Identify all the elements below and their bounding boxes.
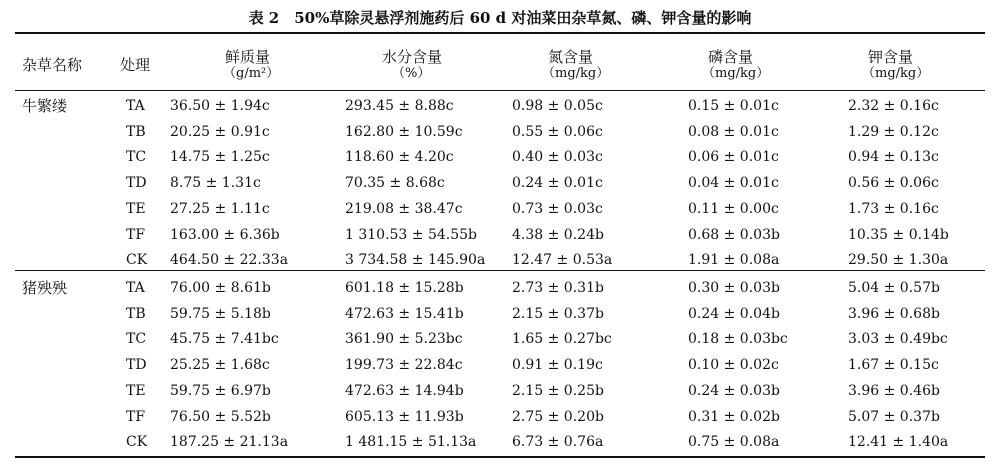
value-cell-water: 219.08 ± 38.47c	[345, 200, 463, 217]
value-cell-p: 0.04 ± 0.01c	[688, 175, 779, 192]
value-cell-k: 2.32 ± 0.16c	[848, 98, 939, 114]
header-3: 水分含量	[382, 48, 443, 66]
value-cell-n: 2.73 ± 0.31b	[512, 280, 604, 296]
value-cell-k: 3.96 ± 0.46b	[848, 382, 940, 399]
value-cell-k: 1.29 ± 0.12c	[848, 123, 939, 140]
value-cell-water: 605.13 ± 11.93b	[345, 408, 464, 425]
value-cell-p: 0.24 ± 0.03b	[688, 382, 780, 399]
treatment-cell: TC	[126, 149, 147, 166]
value-cell-p: 0.75 ± 0.08a	[688, 434, 780, 451]
value-cell-n: 6.73 ± 0.76a	[512, 434, 604, 451]
value-cell-water: 162.80 ± 10.59c	[345, 123, 463, 140]
value-cell-fresh: 27.25 ± 1.11c	[170, 200, 270, 217]
value-cell-p: 1.91 ± 0.08a	[688, 252, 780, 269]
value-cell-k: 0.56 ± 0.06c	[848, 175, 939, 192]
header-5: 磷含量	[708, 48, 754, 66]
treatment-cell: CK	[126, 252, 148, 269]
table-caption: 表 2 50%草除灵悬浮剂施药后 60 d 对油菜田杂草氮、磷、钾含量的影响	[248, 9, 752, 27]
value-cell-water: 472.63 ± 14.94b	[345, 382, 464, 399]
value-cell-k: 5.07 ± 0.37b	[848, 408, 940, 425]
value-cell-n: 2.15 ± 0.37b	[512, 305, 604, 322]
treatment-cell: TB	[126, 123, 146, 140]
value-cell-p: 0.11 ± 0.00c	[688, 200, 779, 217]
value-cell-k: 10.35 ± 0.14b	[848, 226, 949, 243]
header-unit-5: （mg/kg）	[702, 66, 770, 81]
treatment-cell: TF	[126, 226, 146, 243]
value-cell-water: 3 734.58 ± 145.90a	[345, 252, 486, 269]
value-cell-water: 199.73 ± 22.84c	[345, 357, 463, 374]
value-cell-water: 1 310.53 ± 54.55b	[345, 226, 478, 243]
value-cell-fresh: 36.50 ± 1.94c	[170, 98, 270, 114]
value-cell-n: 0.98 ± 0.05c	[512, 98, 603, 114]
value-cell-fresh: 464.50 ± 22.33a	[170, 252, 289, 269]
value-cell-water: 361.90 ± 5.23bc	[345, 331, 463, 348]
value-cell-water: 293.45 ± 8.88c	[345, 98, 454, 114]
value-cell-fresh: 25.25 ± 1.68c	[170, 357, 270, 374]
treatment-cell: TD	[126, 357, 147, 374]
value-cell-n: 0.40 ± 0.03c	[512, 149, 603, 166]
value-cell-n: 12.47 ± 0.53a	[512, 252, 613, 269]
treatment-cell: TD	[126, 175, 147, 192]
treatment-cell: TA	[126, 98, 145, 114]
value-cell-k: 1.67 ± 0.15c	[848, 357, 939, 374]
header-unit-3: （%）	[392, 66, 431, 81]
treatment-cell: CK	[126, 434, 148, 451]
value-cell-fresh: 76.00 ± 8.61b	[170, 280, 271, 296]
header-unit-4: （mg/kg）	[542, 66, 610, 81]
value-cell-fresh: 163.00 ± 6.36b	[170, 226, 280, 243]
header-1: 处理	[120, 56, 151, 74]
header-4: 氮含量	[548, 48, 594, 66]
weed-name: 猪殃殃	[22, 279, 68, 297]
value-cell-fresh: 8.75 ± 1.31c	[170, 175, 261, 192]
treatment-cell: TA	[126, 280, 145, 296]
treatment-cell: TC	[126, 331, 147, 348]
value-cell-p: 0.18 ± 0.03bc	[688, 331, 788, 348]
value-cell-water: 118.60 ± 4.20c	[345, 149, 454, 166]
value-cell-n: 4.38 ± 0.24b	[512, 226, 604, 243]
value-cell-p: 0.31 ± 0.02b	[688, 408, 780, 425]
value-cell-n: 0.91 ± 0.19c	[512, 357, 603, 374]
value-cell-k: 12.41 ± 1.40a	[848, 434, 949, 451]
value-cell-k: 3.96 ± 0.68b	[848, 305, 940, 322]
value-cell-p: 0.30 ± 0.03b	[688, 280, 780, 296]
value-cell-water: 472.63 ± 15.41b	[345, 305, 464, 322]
header-6: 钾含量	[868, 48, 914, 66]
value-cell-water: 601.18 ± 15.28b	[345, 280, 464, 296]
value-cell-water: 70.35 ± 8.68c	[345, 175, 445, 192]
value-cell-fresh: 59.75 ± 5.18b	[170, 305, 271, 322]
value-cell-fresh: 59.75 ± 6.97b	[170, 382, 271, 399]
value-cell-p: 0.24 ± 0.04b	[688, 305, 780, 322]
value-cell-n: 2.15 ± 0.25b	[512, 382, 604, 399]
value-cell-n: 0.55 ± 0.06c	[512, 123, 603, 140]
treatment-cell: TE	[126, 382, 146, 399]
value-cell-fresh: 187.25 ± 21.13a	[170, 434, 289, 451]
treatment-cell: TF	[126, 408, 146, 425]
header-2: 鲜质量	[225, 48, 271, 66]
value-cell-k: 0.94 ± 0.13c	[848, 149, 939, 166]
value-cell-fresh: 20.25 ± 0.91c	[170, 123, 270, 140]
value-cell-p: 0.68 ± 0.03b	[688, 226, 780, 243]
value-cell-k: 29.50 ± 1.30a	[848, 252, 949, 269]
value-cell-k: 3.03 ± 0.49bc	[848, 331, 948, 348]
top-rule	[15, 32, 985, 34]
value-cell-n: 0.24 ± 0.01c	[512, 175, 603, 192]
value-cell-p: 0.06 ± 0.01c	[688, 149, 779, 166]
value-cell-p: 0.08 ± 0.01c	[688, 123, 779, 140]
weed-name: 牛繁缕	[22, 97, 68, 115]
value-cell-fresh: 14.75 ± 1.25c	[170, 149, 270, 166]
treatment-cell: TB	[126, 305, 146, 322]
value-cell-water: 1 481.15 ± 51.13a	[345, 434, 477, 451]
value-cell-n: 1.65 ± 0.27bc	[512, 331, 612, 348]
value-cell-k: 5.04 ± 0.57b	[848, 280, 940, 296]
value-cell-fresh: 45.75 ± 7.41bc	[170, 331, 279, 348]
value-cell-n: 2.75 ± 0.20b	[512, 408, 604, 425]
header-unit-2: （g/m²）	[223, 66, 280, 81]
value-cell-p: 0.15 ± 0.01c	[688, 98, 779, 114]
header-rule	[15, 90, 985, 91]
header-unit-6: （mg/kg）	[862, 66, 930, 81]
group-separator-rule	[15, 270, 985, 271]
bottom-rule	[15, 456, 985, 458]
header-0: 杂草名称	[22, 56, 83, 74]
value-cell-p: 0.10 ± 0.02c	[688, 357, 779, 374]
value-cell-fresh: 76.50 ± 5.52b	[170, 408, 271, 425]
treatment-cell: TE	[126, 200, 146, 217]
value-cell-n: 0.73 ± 0.03c	[512, 200, 603, 217]
value-cell-k: 1.73 ± 0.16c	[848, 200, 939, 217]
